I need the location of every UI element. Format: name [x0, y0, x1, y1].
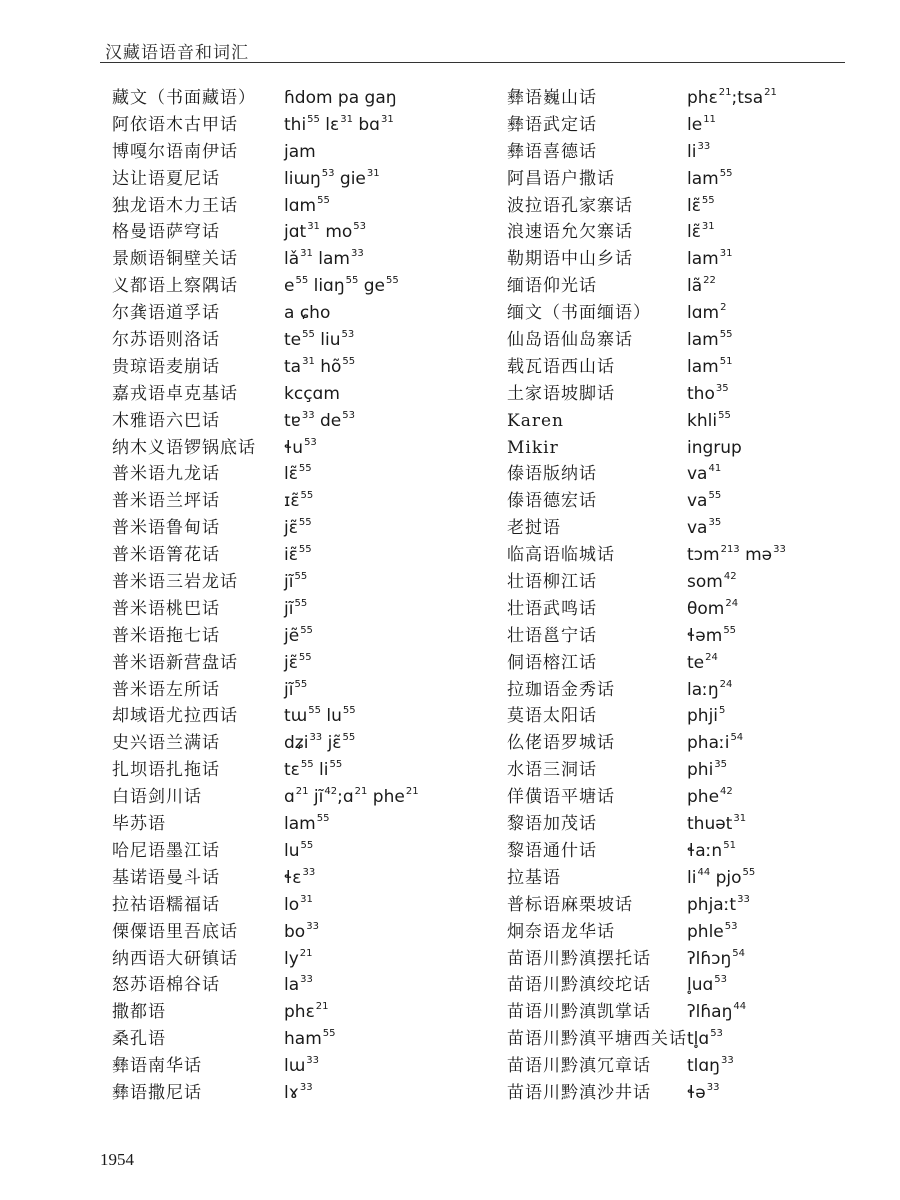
- phonetic-form: lam$^{55}$: [687, 329, 733, 351]
- phonetic-form: $la^{33}$: [284, 974, 313, 996]
- entry-row: [507, 246, 897, 273]
- phonetic-form: liɯŋ$^{53}$ gie$^{31}$: [284, 167, 380, 189]
- phonetic-form: thi$^{55}$ lɛ$^{31}$ bɑ$^{31}$: [284, 113, 394, 135]
- phonetic-form: lɯ$^{33}$: [284, 1055, 320, 1077]
- language-name: 彝语武定话: [507, 114, 597, 135]
- language-name: 苗语川黔滇平塘西关话: [507, 1029, 687, 1050]
- entry-row: [507, 1080, 897, 1107]
- entry-row: [112, 219, 502, 246]
- entry-row: [507, 946, 897, 973]
- language-name: 尔苏语则洛话: [112, 330, 220, 351]
- language-name: 彝语撒尼话: [112, 1082, 202, 1103]
- phonetic-form: ɦdom pa gaŋ: [284, 88, 397, 108]
- phonetic-form: $jĩ^{55}$: [284, 597, 308, 619]
- entry-row: [507, 1026, 897, 1053]
- phonetic-form: θom$^{24}$: [687, 597, 739, 619]
- phonetic-form: phle$^{53}$: [687, 920, 738, 942]
- language-name: 阿依语木古甲话: [112, 114, 238, 135]
- entry-row: [507, 166, 897, 193]
- entry-row: [112, 838, 502, 865]
- language-name: 拉基语: [507, 867, 561, 888]
- language-name: 普米语箐花话: [112, 545, 220, 566]
- language-name: 傈僳语里吾底话: [112, 921, 238, 942]
- phonetic-form: tɐ$^{33}$ $de^{53}$: [284, 409, 355, 431]
- phonetic-form: $ly^{21}$: [284, 947, 313, 969]
- phonetic-form: khli$^{55}$: [687, 409, 731, 431]
- phonetic-form: ʔlɦaŋ$^{44}$: [687, 1001, 747, 1023]
- entry-row: [507, 623, 897, 650]
- language-name: 纳西语大研镇话: [112, 948, 238, 969]
- entry-row: [112, 515, 502, 542]
- phonetic-form: phe$^{42}$: [687, 786, 733, 808]
- entry-row: [507, 972, 897, 999]
- entry-row: [112, 488, 502, 515]
- language-name: 缅文（书面缅语）: [507, 303, 651, 324]
- phonetic-form: $lǎ^{31}$ lam$^{33}$: [284, 248, 364, 270]
- phonetic-form: phji$^5$: [687, 705, 726, 727]
- language-name: 普米语拖七话: [112, 625, 220, 646]
- language-name: 普米语左所话: [112, 679, 220, 700]
- entry-row: [112, 193, 502, 220]
- entry-row: [112, 972, 502, 999]
- language-name: 彝语巍山话: [507, 88, 597, 108]
- entry-row: [507, 677, 897, 704]
- phonetic-form: $bo^{33}$: [284, 920, 319, 942]
- phonetic-form: phɛ$^{21}$;tsa$^{21}$: [687, 87, 777, 108]
- language-name: 老挝语: [507, 518, 561, 539]
- entry-row: [112, 85, 502, 112]
- entry-row: [507, 1053, 897, 1080]
- language-name: 壮语武鸣话: [507, 598, 597, 619]
- language-name: 桑孔语: [112, 1029, 166, 1050]
- phonetic-form: $le^{11}$: [687, 113, 716, 135]
- phonetic-form: $te^{55}$ liu$^{53}$: [284, 329, 355, 351]
- phonetic-form: lam$^{55}$: [687, 167, 733, 189]
- language-name: 黎语加茂话: [507, 814, 597, 835]
- language-name: 白语剑川话: [112, 787, 202, 808]
- language-name: 拉珈语金秀话: [507, 679, 615, 700]
- language-name: 纳木义语锣锅底话: [112, 437, 256, 458]
- entry-row: [112, 112, 502, 139]
- entry-row: [507, 838, 897, 865]
- language-name: 苗语川黔滇冗章话: [507, 1056, 651, 1077]
- phonetic-form: ɪɛ̃$^{55}$: [284, 490, 314, 512]
- phonetic-form: $te^{24}$: [687, 651, 718, 673]
- language-name: 撒都语: [112, 1002, 166, 1023]
- entry-row: [507, 85, 897, 112]
- entry-row: [112, 1026, 502, 1053]
- language-name: 佯僙语平塘话: [507, 787, 615, 808]
- entry-row: [507, 435, 897, 462]
- language-name: 达让语夏尼话: [112, 168, 220, 189]
- language-name: 景颇语铜壁关话: [112, 249, 238, 270]
- entry-row: [507, 219, 897, 246]
- phonetic-form: $jĩ^{55}$: [284, 678, 308, 700]
- phonetic-form: phi$^{35}$: [687, 759, 728, 781]
- phonetic-form: phaːi$^{54}$: [687, 732, 744, 754]
- language-name: 炯奈语龙华话: [507, 921, 615, 942]
- language-name: 傣语德宏话: [507, 491, 597, 512]
- phonetic-form: $va^{35}$: [687, 517, 722, 539]
- header-rule: [100, 62, 845, 63]
- entry-row: [112, 354, 502, 381]
- phonetic-form: $lã^{22}$: [687, 275, 716, 297]
- right-column: [507, 85, 897, 1107]
- phonetic-form: tho$^{35}$: [687, 382, 729, 404]
- language-name: 勒期语中山乡话: [507, 249, 633, 270]
- language-name: 嘉戎语卓克基话: [112, 383, 238, 404]
- language-name: 普米语九龙话: [112, 464, 220, 485]
- entry-row: [507, 461, 897, 488]
- entry-row: [507, 784, 897, 811]
- phonetic-form: lɛ̃$^{55}$: [284, 463, 312, 485]
- language-name: 黎语通什话: [507, 840, 597, 861]
- entry-row: [112, 784, 502, 811]
- left-column: [112, 85, 502, 1107]
- entry-row: [507, 112, 897, 139]
- phonetic-form: lɛ̃$^{31}$: [687, 221, 715, 243]
- phonetic-form: ingrup: [687, 437, 742, 458]
- language-name: 毕苏语: [112, 814, 166, 835]
- entry-row: [112, 273, 502, 300]
- language-name: 波拉语孔家寨话: [507, 195, 633, 216]
- entry-row: [112, 300, 502, 327]
- entry-row: [112, 730, 502, 757]
- phonetic-form: $lo^{31}$: [284, 893, 313, 915]
- phonetic-form: thuət$^{31}$: [687, 813, 747, 835]
- entry-row: [507, 569, 897, 596]
- phonetic-form: laːŋ$^{24}$: [687, 678, 733, 700]
- phonetic-form: ɬaːn$^{51}$: [687, 839, 736, 861]
- entry-row: [112, 865, 502, 892]
- language-name: Mikir: [507, 437, 559, 458]
- phonetic-form: ɬə$^{33}$: [687, 1081, 720, 1103]
- running-header: 汉藏语语音和词汇: [105, 43, 249, 63]
- phonetic-form: iɛ̃$^{55}$: [284, 544, 312, 566]
- phonetic-form: a ɕho: [284, 303, 331, 324]
- entry-row: [112, 677, 502, 704]
- language-name: 浪速语允欠寨话: [507, 222, 633, 243]
- language-name: 贵琼语麦崩话: [112, 356, 220, 377]
- phonetic-form: ʔlɦɔŋ$^{54}$: [687, 947, 746, 969]
- language-name: 苗语川黔滇绞坨话: [507, 975, 651, 996]
- entry-row: [507, 892, 897, 919]
- phonetic-form: ɬɛ$^{33}$: [284, 866, 316, 888]
- phonetic-form: ham$^{55}$: [284, 1028, 336, 1050]
- language-name: 普米语鲁甸话: [112, 518, 220, 539]
- language-name: 阿昌语户撒话: [507, 168, 615, 189]
- entry-row: [507, 515, 897, 542]
- language-name: 苗语川黔滇沙井话: [507, 1082, 651, 1103]
- language-name: 壮语邕宁话: [507, 625, 597, 646]
- phonetic-form: ɬu$^{53}$: [284, 436, 317, 458]
- phonetic-form: lam$^{51}$: [687, 355, 733, 377]
- phonetic-form: lam$^{55}$: [284, 813, 330, 835]
- language-name: 普米语三岩龙话: [112, 572, 238, 593]
- phonetic-form: jɛ̃$^{55}$: [284, 517, 312, 539]
- phonetic-form: ɬəm$^{55}$: [687, 624, 737, 646]
- language-name: 缅语仰光话: [507, 276, 597, 297]
- entry-row: [112, 1080, 502, 1107]
- phonetic-form: $va^{55}$: [687, 490, 722, 512]
- entry-row: [507, 488, 897, 515]
- phonetic-form: $va^{41}$: [687, 463, 722, 485]
- phonetic-form: phjaːt$^{33}$: [687, 893, 750, 915]
- entry-row: [112, 408, 502, 435]
- language-name: 仫佬语罗城话: [507, 733, 615, 754]
- entry-row: [112, 327, 502, 354]
- language-name: 普米语新营盘话: [112, 652, 238, 673]
- entry-row: [112, 246, 502, 273]
- entry-row: [507, 999, 897, 1026]
- phonetic-form: jẽ$^{55}$: [284, 624, 313, 646]
- language-name: 尔龚语道孚话: [112, 303, 220, 324]
- entry-row: [112, 596, 502, 623]
- entry-row: [112, 703, 502, 730]
- entry-row: [507, 139, 897, 166]
- language-name: 傣语版纳话: [507, 464, 597, 485]
- phonetic-form: $lu^{55}$: [284, 839, 314, 861]
- language-name: 独龙语木力王话: [112, 195, 238, 216]
- language-name: 格曼语萨穹话: [112, 222, 220, 243]
- phonetic-form: $e^{55}$ liɑŋ$^{55}$ $ge^{55}$: [284, 275, 399, 297]
- phonetic-form: tɛ$^{55}$ $li^{55}$: [284, 759, 343, 781]
- phonetic-form: tlɑŋ$^{33}$: [687, 1055, 734, 1077]
- entry-row: [112, 650, 502, 677]
- language-name: 彝语南华话: [112, 1056, 202, 1077]
- language-name: 怒苏语棉谷话: [112, 975, 220, 996]
- entry-row: [507, 596, 897, 623]
- language-name: 拉祜语糯福话: [112, 894, 220, 915]
- entry-row: [507, 730, 897, 757]
- entry-row: [507, 354, 897, 381]
- language-name: 普米语兰坪话: [112, 491, 220, 512]
- entry-row: [507, 273, 897, 300]
- entry-row: [112, 1053, 502, 1080]
- language-name: 壮语柳江话: [507, 572, 597, 593]
- phonetic-form: som$^{42}$: [687, 571, 737, 593]
- language-name: 苗语川黔滇摆托话: [507, 948, 651, 969]
- phonetic-form: jam: [284, 141, 316, 162]
- language-name: 却域语尤拉西话: [112, 706, 238, 727]
- entry-row: [112, 623, 502, 650]
- entry-row: [112, 461, 502, 488]
- phonetic-form: ɑ$^{21}$ $jĩ^{42};ɑ^{21}$ phe$^{21}$: [284, 786, 419, 808]
- language-name: 义都语上察隅话: [112, 276, 238, 297]
- phonetic-form: jɛ̃$^{55}$: [284, 651, 312, 673]
- phonetic-form: lɛ̃$^{55}$: [687, 194, 715, 216]
- language-name: 彝语喜德话: [507, 141, 597, 162]
- entry-row: [507, 381, 897, 408]
- phonetic-form: jɑt$^{31}$ $mo^{53}$: [284, 221, 367, 243]
- language-name: 苗语川黔滇凯掌话: [507, 1002, 651, 1023]
- entry-row: [507, 650, 897, 677]
- entry-row: [507, 757, 897, 784]
- phonetic-form: tɯ$^{55}$ $lu^{55}$: [284, 705, 356, 727]
- language-name: Karen: [507, 410, 564, 431]
- entry-row: [112, 435, 502, 462]
- phonetic-form: l̥uɑ$^{53}$: [687, 974, 728, 996]
- entry-row: [507, 811, 897, 838]
- entry-row: [112, 811, 502, 838]
- language-name: 扎坝语扎拖话: [112, 760, 220, 781]
- entry-row: [112, 919, 502, 946]
- entry-row: [112, 381, 502, 408]
- entry-row: [507, 408, 897, 435]
- phonetic-form: dʑi$^{33}$ jɛ̃$^{55}$: [284, 732, 356, 754]
- language-name: 普米语桃巴话: [112, 598, 220, 619]
- language-name: 木雅语六巴话: [112, 410, 220, 431]
- language-name: 史兴语兰满话: [112, 733, 220, 754]
- entry-row: [112, 166, 502, 193]
- phonetic-form: tl̥ɑ$^{53}$: [687, 1028, 723, 1050]
- language-name: 博嘎尔语南伊话: [112, 141, 238, 162]
- language-name: 侗语榕江话: [507, 652, 597, 673]
- language-name: 水语三洞话: [507, 760, 597, 781]
- phonetic-form: tɔm$^{213}$ mə$^{33}$: [687, 544, 786, 566]
- entry-row: [507, 193, 897, 220]
- language-name: 哈尼语墨江话: [112, 840, 220, 861]
- entry-row: [112, 569, 502, 596]
- page-number: 1954: [100, 1150, 134, 1169]
- phonetic-form: $li^{44}$ pjo$^{55}$: [687, 866, 756, 888]
- language-name: 莫语太阳话: [507, 706, 597, 727]
- entry-row: [112, 946, 502, 973]
- entry-row: [112, 892, 502, 919]
- entry-row: [507, 865, 897, 892]
- entry-row: [507, 703, 897, 730]
- language-name: 土家语坡脚话: [507, 383, 615, 404]
- language-name: 基诺语曼斗话: [112, 867, 220, 888]
- phonetic-form: $ta^{31}$ $hõ^{55}$: [284, 355, 356, 377]
- entry-row: [112, 542, 502, 569]
- language-name: 仙岛语仙岛寨话: [507, 330, 633, 351]
- language-name: 藏文（书面藏语）: [112, 88, 256, 108]
- entry-row: [507, 542, 897, 569]
- entry-row: [112, 999, 502, 1026]
- entry-row: [507, 327, 897, 354]
- language-name: 普标语麻栗坡话: [507, 894, 633, 915]
- entry-row: [507, 919, 897, 946]
- phonetic-form: lɤ$^{33}$: [284, 1081, 313, 1103]
- phonetic-form: kcçɑm: [284, 383, 340, 404]
- language-name: 载瓦语西山话: [507, 356, 615, 377]
- phonetic-form: phɛ$^{21}$: [284, 1001, 329, 1023]
- entry-row: [507, 300, 897, 327]
- phonetic-form: $li^{33}$: [687, 140, 711, 162]
- phonetic-form: lɑm$^{55}$: [284, 194, 330, 216]
- phonetic-form: lam$^{31}$: [687, 248, 733, 270]
- language-name: 临高语临城话: [507, 545, 615, 566]
- phonetic-form: lɑm$^2$: [687, 302, 727, 324]
- entry-row: [112, 139, 502, 166]
- phonetic-form: $jĩ^{55}$: [284, 571, 308, 593]
- entry-row: [112, 757, 502, 784]
